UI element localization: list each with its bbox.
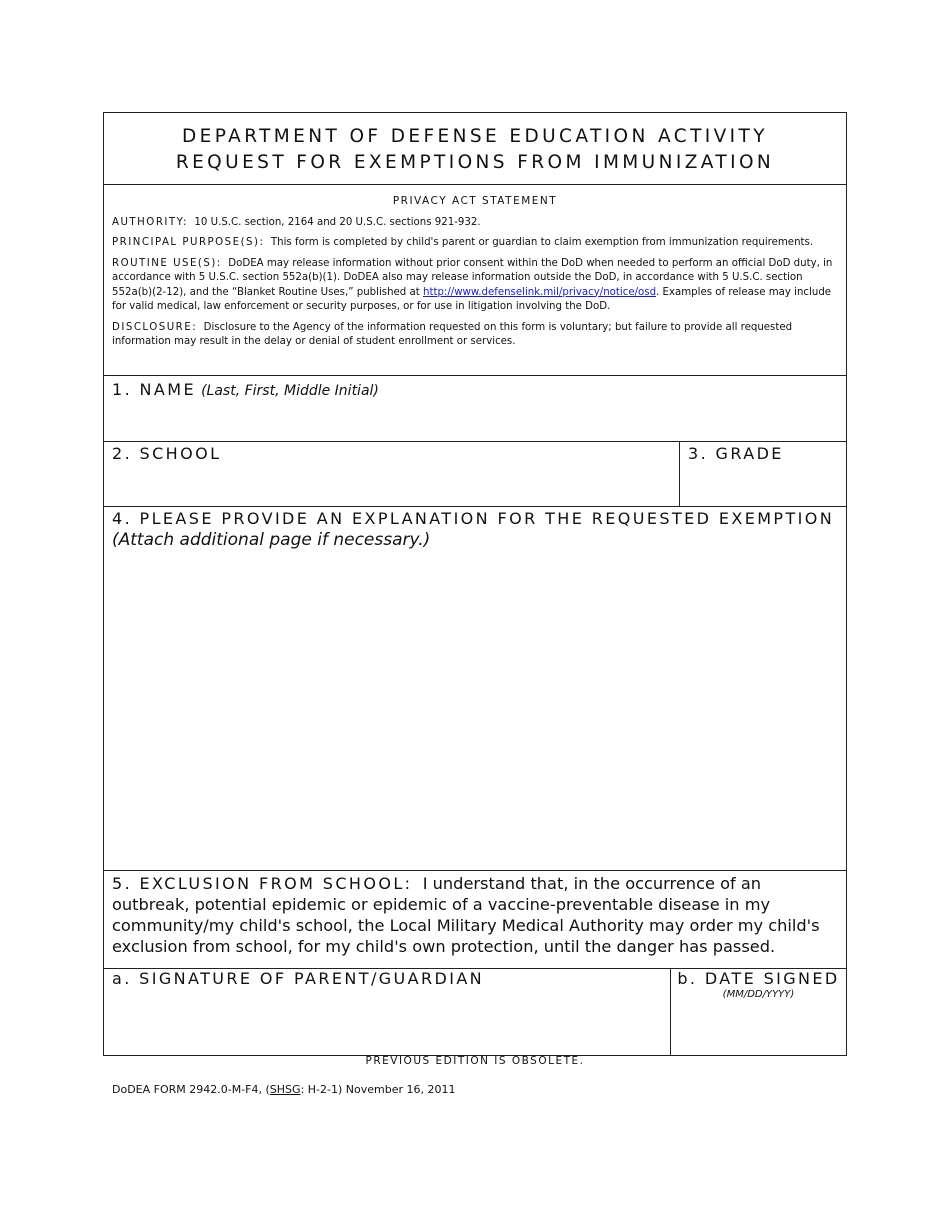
signature-row [104, 969, 846, 1055]
title-line-1: DEPARTMENT OF DEFENSE EDUCATION ACTIVITY [182, 126, 768, 147]
explanation-hint: (Attach additional page if necessary.) [112, 530, 431, 550]
purpose-text: This form is completed by child's parent or guardian to claim exemption from immunization requirements. [270, 237, 814, 248]
routine-use-text-1: DoDEA may release information without prior consent within the DoD when needed to perform an official DoD duty, in accordance with 5 U.S.C. section 552a(b)(1). DoDEA also may release information outside the DoD, in accordance with 5 U.S.C. section 552a(b)(2-12), and the “Blanket Routine Uses,” published at [112, 257, 833, 298]
disclosure-paragraph [112, 321, 838, 350]
obsolete-notice: PREVIOUS EDITION IS OBSOLETE. [365, 1055, 585, 1067]
exemption-form [103, 112, 847, 1056]
exclusion-label: 5. EXCLUSION FROM SCHOOL: [112, 874, 413, 893]
name-field[interactable] [104, 376, 846, 442]
exclusion-text: I understand that, in the occurrence of an outbreak, potential epidemic or epidemic of a vaccine-preventable disease in my community/my child's school, the Local Military Medical Authority may order my child's exclusion from school, for my child's own protection, until the danger has passed. [112, 874, 820, 956]
title-line-2: REQUEST FOR EXEMPTIONS FROM IMMUNIZATION [175, 152, 775, 173]
disclosure-label: DISCLOSURE: [112, 321, 198, 333]
name-hint: (Last, First, Middle Initial) [201, 383, 379, 399]
routine-use-text-2: . Examples of release may include for valid medical, law enforcement or security purposes, or for use in litigation involving the DoD. [112, 286, 832, 312]
exclusion-statement [104, 871, 846, 969]
name-label: 1. NAME [112, 380, 196, 399]
explanation-field[interactable] [104, 507, 846, 871]
grade-field[interactable] [680, 442, 846, 506]
authority-label: AUTHORITY: [112, 216, 188, 228]
school-label: 2. SCHOOL [112, 444, 222, 463]
form-id-suffix: : H-2-1) November 16, 2011 [300, 1083, 456, 1096]
authority-text: 10 U.S.C. section, 2164 and 20 U.S.C. sections 921-932. [194, 216, 481, 228]
disclosure-text: Disclosure to the Agency of the information requested on this form is voluntary; but failure to provide all requested information may result in the delay or denial of student enrollment or services. [112, 321, 793, 347]
privacy-act-statement [104, 185, 846, 376]
purpose-label: PRINCIPAL PURPOSE(S): [112, 237, 265, 248]
routine-use-paragraph [112, 257, 838, 315]
purpose-paragraph [112, 236, 838, 251]
form-id-shsg: SHSG [269, 1083, 301, 1096]
routine-use-label: ROUTINE USE(S): [112, 257, 222, 269]
school-grade-row [104, 442, 846, 507]
form-identifier [112, 1083, 455, 1096]
form-title [104, 113, 846, 185]
grade-label: 3. GRADE [688, 444, 784, 463]
privacy-notice-link[interactable]: http://www.defenselink.mil/privacy/notice/osd [423, 286, 657, 298]
authority-paragraph [112, 216, 838, 231]
form-id-prefix: DoDEA FORM 2942.0-M-F4, ( [112, 1083, 270, 1096]
school-field[interactable] [104, 442, 680, 506]
date-signed-field[interactable] [671, 969, 846, 1055]
signature-label: a. SIGNATURE OF PARENT/GUARDIAN [112, 969, 485, 988]
privacy-heading: PRIVACY ACT STATEMENT [392, 195, 558, 207]
explanation-label: 4. PLEASE PROVIDE AN EXPLANATION FOR THE REQUESTED EXEMPTION [112, 509, 835, 528]
signature-field[interactable] [104, 969, 671, 1055]
date-format-hint: (MM/DD/YYYY) [722, 989, 795, 1000]
date-signed-label: b. DATE SIGNED [677, 969, 840, 988]
